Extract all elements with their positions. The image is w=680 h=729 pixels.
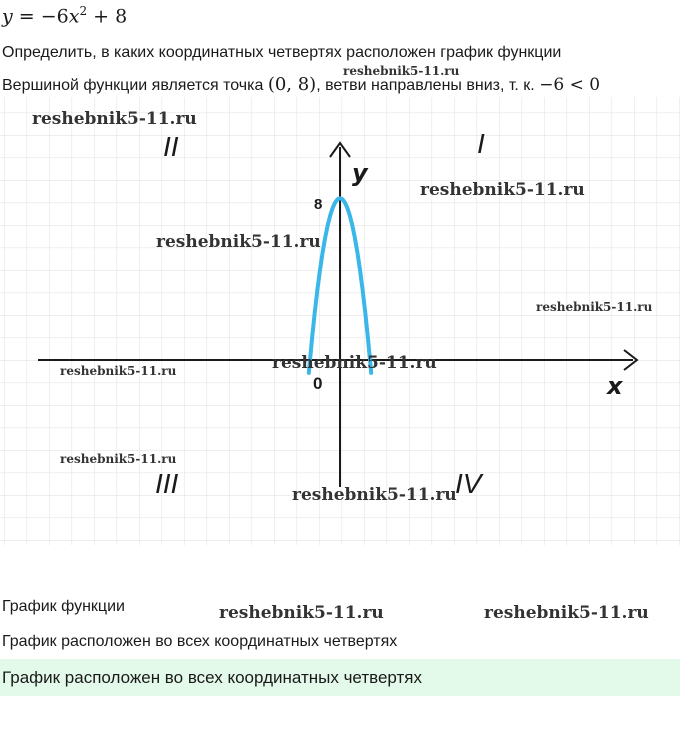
function-formula bbox=[2, 4, 127, 27]
vertex-condition: −6 < 0 bbox=[539, 75, 601, 95]
quadrant-label-4: IV bbox=[455, 468, 482, 499]
answer-highlight-text: График расположен во всех координатных четвертях bbox=[2, 668, 422, 687]
watermark: reshebnik5-11.ru bbox=[32, 109, 197, 129]
formula-tail: + 8 bbox=[87, 5, 128, 28]
watermark: reshebnik5-11.ru bbox=[536, 300, 653, 314]
y-axis-label: y bbox=[352, 159, 368, 187]
graph-caption: График функции bbox=[2, 598, 125, 615]
watermark: reshebnik5-11.ru bbox=[219, 603, 384, 623]
watermark: reshebnik5-11.ru bbox=[484, 603, 649, 623]
watermark: reshebnik5-11.ru bbox=[156, 232, 321, 252]
formula-exp: 2 bbox=[79, 4, 88, 18]
watermark: reshebnik5-11.ru bbox=[343, 64, 460, 78]
y-tick-label-8: 8 bbox=[314, 196, 323, 213]
vertex-point: (0, 8) bbox=[267, 74, 317, 95]
watermark: reshebnik5-11.ru bbox=[420, 180, 585, 200]
vertex-text-after: , ветви направлены вниз, т. к. bbox=[316, 77, 540, 94]
x-axis-label: x bbox=[607, 372, 623, 400]
watermark: reshebnik5-11.ru bbox=[60, 452, 177, 466]
formula-lhs: y bbox=[2, 5, 13, 28]
answer-text: График расположен во всех координатных четвертях bbox=[2, 633, 398, 650]
answer-highlight-box bbox=[0, 659, 680, 696]
task-text: Определить, в каких координатных четвертях расположен график функции bbox=[2, 44, 562, 61]
quadrant-label-1: I bbox=[477, 128, 485, 159]
watermark: reshebnik5-11.ru bbox=[272, 353, 437, 373]
vertex-text bbox=[2, 74, 600, 95]
watermark: reshebnik5-11.ru bbox=[292, 485, 457, 505]
formula-eq: = −6 bbox=[12, 5, 69, 28]
quadrant-label-3: III bbox=[155, 468, 179, 499]
origin-label: 0 bbox=[313, 374, 323, 393]
vertex-text-before: Вершиной функции является точка bbox=[2, 77, 268, 94]
formula-var: x bbox=[68, 5, 80, 28]
quadrant-label-2: II bbox=[163, 131, 179, 162]
graph-figure bbox=[0, 97, 680, 545]
watermark: reshebnik5-11.ru bbox=[60, 364, 177, 378]
